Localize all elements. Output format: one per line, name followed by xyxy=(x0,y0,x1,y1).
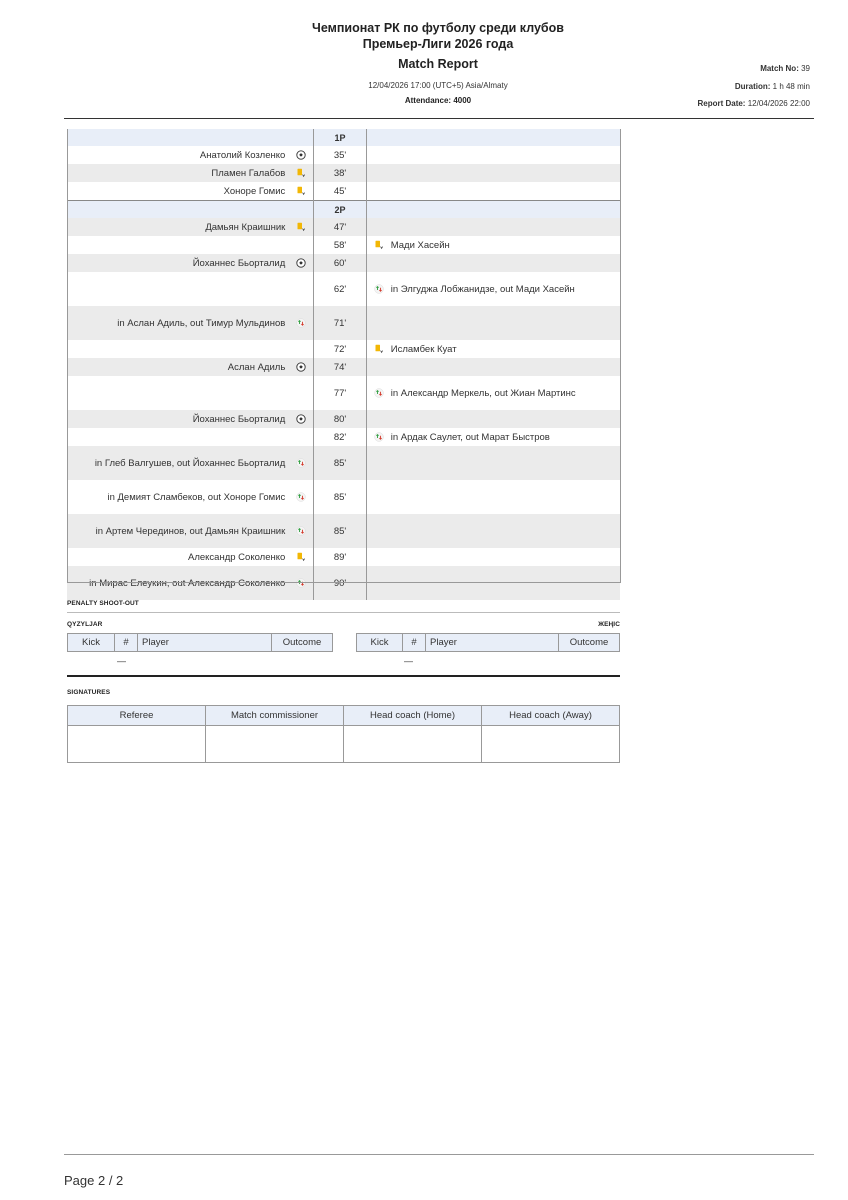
col-number: # xyxy=(115,634,138,652)
event-row xyxy=(67,236,620,254)
duration xyxy=(735,82,810,92)
period-left-icon-cell xyxy=(288,201,313,219)
yellow-card-icon xyxy=(296,222,306,232)
substitution-icon xyxy=(296,318,306,328)
event-row xyxy=(67,146,620,164)
away-event-text xyxy=(391,182,620,201)
event-row xyxy=(67,306,620,340)
period-label: 2P xyxy=(313,201,366,219)
period-right-icon-cell xyxy=(367,129,391,146)
penalty-home-table xyxy=(67,633,333,652)
ball-icon xyxy=(296,150,306,160)
away-event-icon-cell xyxy=(367,254,391,272)
match-no xyxy=(760,64,810,74)
period-label: 1P xyxy=(313,129,366,146)
home-event-icon-cell xyxy=(288,218,313,236)
home-event-icon-cell xyxy=(288,376,313,410)
signatures-section-label: SIGNATURES xyxy=(67,689,111,696)
away-event-text xyxy=(391,480,620,514)
away-event-text xyxy=(391,566,620,600)
duration-label: Duration: xyxy=(734,82,771,91)
event-row xyxy=(67,514,620,548)
home-event-icon-cell xyxy=(288,146,313,164)
home-event-icon-cell xyxy=(288,236,313,254)
report-title: Match Report xyxy=(398,57,478,71)
home-event-text: Дамьян Краишник xyxy=(67,218,288,236)
col-outcome: Outcome xyxy=(272,634,333,652)
commissioner-signature-cell xyxy=(206,726,344,763)
home-event-text: Аслан Адиль xyxy=(67,358,288,376)
event-minute: 80' xyxy=(313,410,366,428)
event-row xyxy=(67,254,620,272)
match-datetime: 12/04/2026 17:00 (UTC+5) Asia/Almaty xyxy=(368,81,508,90)
away-event-text: Мади Хасейн xyxy=(390,239,450,251)
home-event-icon-cell xyxy=(288,566,313,600)
substitution-icon xyxy=(374,432,384,442)
away-event-text: Исламбек Куат xyxy=(390,343,457,355)
away-event-text xyxy=(391,146,620,164)
col-kick: Kick xyxy=(68,634,115,652)
home-event-text xyxy=(67,376,288,410)
home-event-icon-cell xyxy=(288,254,313,272)
away-event-icon-cell xyxy=(367,480,391,514)
event-minute: 85' xyxy=(313,446,366,480)
away-event-icon-cell xyxy=(367,376,391,410)
event-row xyxy=(67,182,620,201)
away-event-icon-cell xyxy=(367,428,391,446)
home-event-text xyxy=(67,236,288,254)
event-minute: 58' xyxy=(313,236,366,254)
penalty-bottom-rule xyxy=(67,675,620,677)
period-left-cell xyxy=(67,201,288,219)
home-event-text: Анатолий Козленко xyxy=(199,149,286,161)
event-row xyxy=(67,340,620,358)
event-minute: 77' xyxy=(313,376,366,410)
penalty-divider xyxy=(67,612,620,613)
away-event-text: in Ардак Саулет, out Марат Быстров xyxy=(390,431,550,443)
penalty-away-table xyxy=(356,633,620,652)
league-title: Премьер-Лиги 2026 года xyxy=(362,37,514,51)
col-number: # xyxy=(403,634,426,652)
penalty-home-team: QYZYLJAR xyxy=(67,621,103,628)
home-event-icon-cell xyxy=(288,410,313,428)
away-event-icon-cell xyxy=(367,146,391,164)
home-event-icon-cell xyxy=(288,272,313,306)
event-row xyxy=(67,218,620,236)
report-header xyxy=(0,0,848,120)
away-event-icon-cell xyxy=(367,164,391,182)
match-no-value: 39 xyxy=(801,64,810,73)
match-events-table xyxy=(67,129,620,600)
home-event-text xyxy=(67,272,288,306)
period-header-row xyxy=(67,129,620,146)
yellow-card-icon xyxy=(374,240,384,250)
event-row xyxy=(67,410,620,428)
home-event-icon-cell xyxy=(288,548,313,566)
away-event-icon-cell xyxy=(367,358,391,376)
away-event-icon-cell xyxy=(367,548,391,566)
substitution-icon xyxy=(374,388,384,398)
report-date-value: 12/04/2026 22:00 xyxy=(747,99,810,108)
away-event-icon-cell xyxy=(367,236,391,254)
home-event-icon-cell xyxy=(288,446,313,480)
period-header-row xyxy=(67,201,620,219)
penalty-away-empty: — xyxy=(404,656,413,666)
event-minute: 45' xyxy=(313,182,366,201)
event-row xyxy=(67,566,620,600)
ball-icon xyxy=(296,414,306,424)
report-date-label: Report Date: xyxy=(697,99,746,108)
away-event-icon-cell xyxy=(367,218,391,236)
home-event-text: Йоханнес Бьорталид xyxy=(67,410,288,428)
event-minute: 82' xyxy=(313,428,366,446)
away-event-text xyxy=(391,410,620,428)
event-minute: 89' xyxy=(313,548,366,566)
event-minute: 90' xyxy=(313,566,366,600)
yellow-card-icon xyxy=(374,344,384,354)
period-right-cell xyxy=(391,129,620,146)
home-event-text: Хоноре Гомис xyxy=(223,185,286,197)
away-event-icon-cell xyxy=(367,306,391,340)
away-coach-signature-cell xyxy=(482,726,620,763)
header-divider xyxy=(64,118,814,119)
yellow-card-icon xyxy=(296,168,306,178)
home-event-icon-cell xyxy=(288,358,313,376)
home-event-icon-cell xyxy=(288,340,313,358)
event-minute: 74' xyxy=(313,358,366,376)
home-event-icon-cell xyxy=(288,428,313,446)
substitution-icon xyxy=(374,284,384,294)
home-event-icon-cell xyxy=(288,306,313,340)
home-event-icon-cell xyxy=(288,514,313,548)
attendance-value: 4000 xyxy=(453,96,472,105)
signatures-table xyxy=(67,705,620,763)
substitution-icon xyxy=(296,458,306,468)
event-row xyxy=(67,428,620,446)
event-row xyxy=(67,480,620,514)
event-row xyxy=(67,548,620,566)
event-minute: 38' xyxy=(313,164,366,182)
home-event-text: Александр Соколенко xyxy=(188,551,286,563)
away-event-icon-cell xyxy=(367,446,391,480)
referee-signature-cell xyxy=(68,726,206,763)
period-left-icon-cell xyxy=(288,129,313,146)
event-row xyxy=(67,446,620,480)
penalty-away-team: ЖЕҢІС xyxy=(598,621,620,628)
title-block xyxy=(0,20,848,106)
duration-value: 1 h 48 min xyxy=(772,82,810,91)
col-kick: Kick xyxy=(357,634,403,652)
ball-icon xyxy=(296,258,306,268)
col-match-commissioner: Match commissioner xyxy=(206,706,344,726)
event-minute: 71' xyxy=(313,306,366,340)
event-row xyxy=(67,358,620,376)
away-event-text xyxy=(391,254,620,272)
home-event-icon-cell xyxy=(288,164,313,182)
col-player: Player xyxy=(426,634,559,652)
col-player: Player xyxy=(138,634,272,652)
period-left-cell xyxy=(67,129,288,146)
home-event-text: in Аслан Адиль, out Тимур Мульдинов xyxy=(67,306,288,340)
event-minute: 72' xyxy=(313,340,366,358)
home-event-text xyxy=(67,428,288,446)
home-event-text: in Мирас Елеукин, out Александр Соколенко xyxy=(67,566,288,600)
attendance-label: Attendance: xyxy=(404,96,452,105)
period-right-icon-cell xyxy=(367,201,391,219)
home-event-text: in Артем Черединов, out Дамьян Краишник xyxy=(67,514,288,548)
away-event-text xyxy=(391,164,620,182)
away-event-text xyxy=(391,218,620,236)
away-event-icon-cell xyxy=(367,272,391,306)
away-event-text xyxy=(391,306,620,340)
period-right-cell xyxy=(391,201,620,219)
home-event-text: in Глеб Валгушев, out Йоханнес Бьорталид xyxy=(67,446,288,480)
substitution-icon xyxy=(296,526,306,536)
home-event-text: Пламен Галабов xyxy=(67,164,288,182)
col-outcome: Outcome xyxy=(559,634,620,652)
report-date xyxy=(697,99,810,109)
event-minute: 35' xyxy=(313,146,366,164)
home-event-icon-cell xyxy=(288,480,313,514)
away-event-text xyxy=(391,514,620,548)
penalty-section-label: PENALTY SHOOT-OUT xyxy=(67,600,139,607)
match-no-label: Match No: xyxy=(760,64,799,73)
event-minute: 60' xyxy=(313,254,366,272)
away-event-icon-cell xyxy=(367,566,391,600)
yellow-card-icon xyxy=(296,186,306,196)
home-event-text xyxy=(67,340,288,358)
away-event-text: in Элгуджа Лобжанидзе, out Мади Хасейн xyxy=(390,283,575,295)
ball-icon xyxy=(296,362,306,372)
away-event-icon-cell xyxy=(367,410,391,428)
event-minute: 47' xyxy=(313,218,366,236)
col-referee: Referee xyxy=(68,706,206,726)
away-event-icon-cell xyxy=(367,182,391,201)
home-event-text: in Демият Сламбеков, out Хоноре Гомис xyxy=(107,491,286,503)
away-event-icon-cell xyxy=(367,514,391,548)
away-event-text: in Александр Меркель, out Жиан Мартинс xyxy=(390,387,576,399)
home-event-text: Йоханнес Бьорталид xyxy=(67,254,288,272)
event-row xyxy=(67,164,620,182)
penalty-home-empty: — xyxy=(117,656,126,666)
away-event-icon-cell xyxy=(367,340,391,358)
away-event-text xyxy=(391,358,620,376)
away-event-text xyxy=(391,446,620,480)
substitution-icon xyxy=(296,578,306,588)
event-minute: 62' xyxy=(313,272,366,306)
yellow-card-icon xyxy=(296,552,306,562)
event-minute: 85' xyxy=(313,480,366,514)
page-number: Page 2 / 2 xyxy=(64,1173,124,1188)
substitution-icon xyxy=(296,492,306,502)
event-row xyxy=(67,376,620,410)
away-event-text xyxy=(391,548,620,566)
event-minute: 85' xyxy=(313,514,366,548)
championship-title: Чемпионат РК по футболу среди клубов xyxy=(312,21,564,35)
event-row xyxy=(67,272,620,306)
home-event-icon-cell xyxy=(288,182,313,201)
col-head-coach-away: Head coach (Away) xyxy=(482,706,620,726)
home-coach-signature-cell xyxy=(344,726,482,763)
col-head-coach-home: Head coach (Home) xyxy=(344,706,482,726)
footer-divider xyxy=(64,1154,814,1155)
